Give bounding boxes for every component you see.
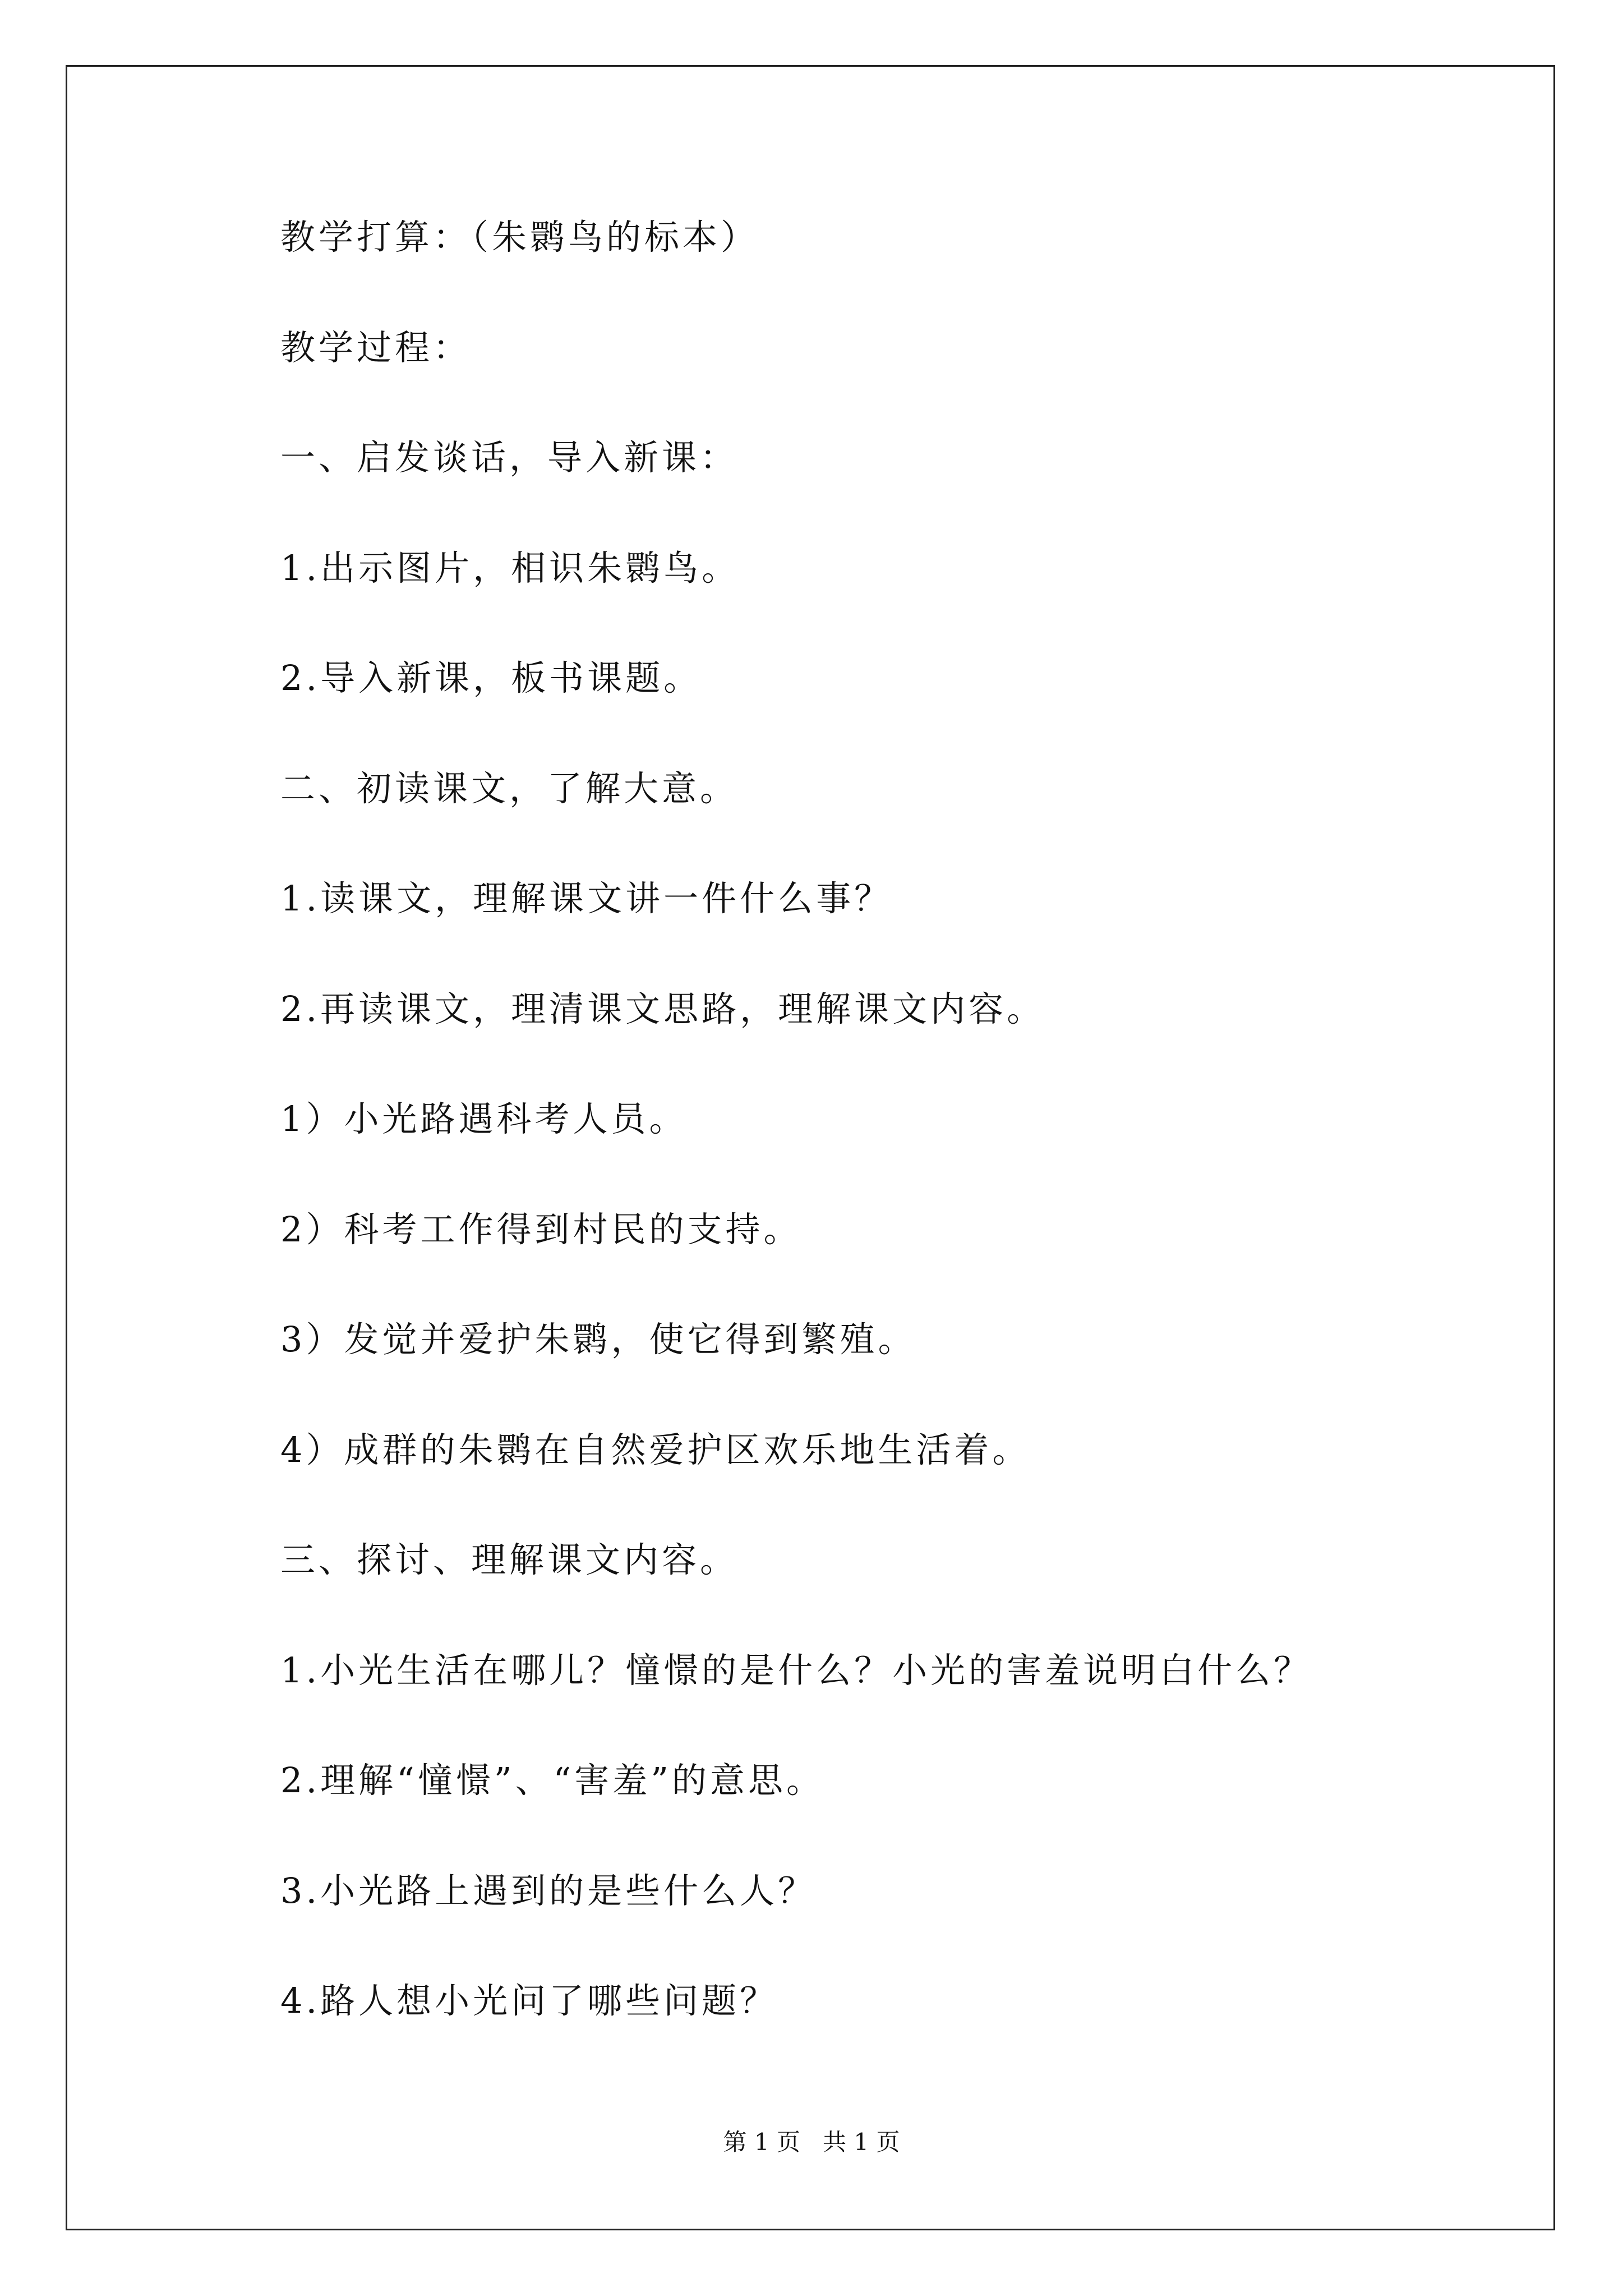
- text-line: 4.路人想小光问了哪些问题？: [280, 1980, 778, 2021]
- document-body: [280, 217, 1486, 2095]
- text-line: 二、初读课文，了解大意。: [280, 767, 739, 809]
- text-line: 4）成群的朱鹮在自然爱护区欢乐地生活着。: [280, 1429, 1031, 1470]
- text-line: 2）科考工作得到村民的支持。: [280, 1208, 802, 1250]
- text-line: 3）发觉并爱护朱鹮，使它得到繁殖。: [280, 1319, 916, 1360]
- text-line: 2.再读课文，理清课文思路，理解课文内容。: [280, 988, 1045, 1029]
- text-line: 1.读课文，理解课文讲一件什么事？: [280, 878, 893, 919]
- text-line: 一、启发谈话，导入新课：: [280, 437, 739, 478]
- text-line: 教学打算：（朱鹮鸟的标本）: [280, 217, 759, 257]
- text-line: 教学过程：: [280, 326, 472, 368]
- text-line: 2.导入新课，板书课题。: [280, 657, 702, 698]
- text-line: 2.理解“憧憬”、“害羞”的意思。: [280, 1760, 824, 1801]
- text-line: 三、探讨、理解课文内容。: [280, 1539, 739, 1580]
- page-number-footer: 第 1 页 共 1 页: [723, 2128, 900, 2156]
- text-line: 1.小光生活在哪儿？憧憬的是什么？小光的害羞说明白什么？: [280, 1649, 1312, 1691]
- text-line: 1.出示图片，相识朱鹮鸟。: [280, 547, 740, 588]
- text-line: 3.小光路上遇到的是些什么人？: [280, 1870, 817, 1911]
- text-line: 1）小光路遇科考人员。: [280, 1098, 688, 1139]
